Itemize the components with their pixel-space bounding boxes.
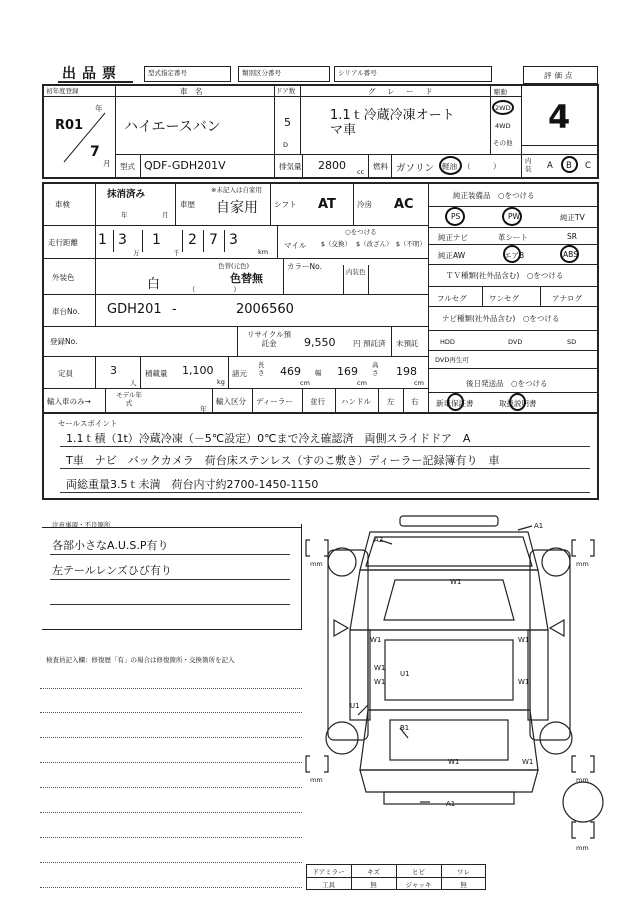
table-header-crack: ヒビ (412, 868, 425, 876)
recycle-unit: 円 (353, 339, 361, 348)
mile-label: マイル (284, 241, 307, 250)
navi-dvd: DVD (508, 338, 523, 346)
import-parallel: 並行 (310, 397, 325, 406)
equip-sr: SR (567, 232, 577, 241)
later-manual-circle (509, 393, 526, 411)
chassis-prefix: GDH201 (107, 302, 162, 317)
mm-rear-right: mm (576, 776, 589, 784)
capacity-unit: 人 (130, 379, 137, 387)
grade-value: 1.1ｔ冷蔵冷凍オート マ車 (330, 108, 455, 138)
door-count: 5 (284, 116, 291, 129)
car-damage-diagram (300, 510, 620, 860)
car-name-label: 車 名 (180, 87, 203, 96)
interior-b: B (566, 161, 572, 171)
tv-label: ＴＶ種類(社外品含む) ○をつける (446, 271, 564, 280)
mark-a1-rear: A1 (446, 800, 456, 808)
equip-leather: 革シート (498, 233, 528, 242)
month-unit: 月 (103, 159, 111, 168)
score-label: 評価点 (544, 71, 576, 80)
meter-exchange: $（交換） (320, 240, 352, 248)
door-suffix: D (283, 141, 289, 149)
later-warranty-circle (447, 393, 464, 411)
recycle-label: リサイクル預託金 (247, 330, 291, 348)
unregistered-note: ※未記入は自家用 (211, 186, 262, 194)
chassis-dash: - (172, 302, 177, 317)
notes-label: 注意事項・不良箇所 (52, 521, 111, 529)
inspection-value: 抹消済み (107, 189, 146, 200)
mark-w1-right: W1 (518, 636, 530, 644)
model-value: QDF-GDH201V (144, 159, 226, 172)
equip-airbag: エアB (504, 251, 525, 260)
later-warranty: 新車保証書 (436, 399, 474, 408)
navi-label: ナビ種類(社外品含む) ○をつける (442, 314, 560, 323)
color-change: 色替無 (230, 272, 263, 285)
table-value-1: 無 (370, 881, 377, 889)
form-title: 出品票 (62, 66, 122, 82)
fuel-paren: （ ） (463, 162, 501, 171)
load-unit: kg (217, 378, 225, 386)
chassis-number: 2006560 (236, 302, 294, 317)
tv-oneseg: ワンセグ (489, 294, 519, 303)
genuine-label: 純正装備品 ○をつける (453, 191, 535, 200)
history-label: 車歴 (180, 200, 195, 209)
mileage-digit-6: 3 (229, 232, 238, 248)
score-label-box (523, 66, 598, 84)
later-label: 後日発送品 ○をつける (466, 379, 548, 388)
interior-a: A (547, 161, 553, 171)
sales-line-3: 両総重量3.5ｔ未満 荷台内寸約2700-1450-1150 (66, 478, 319, 491)
equip-abs-circle (560, 245, 579, 263)
equip-airbag-circle (503, 245, 521, 263)
shift-value: AT (318, 197, 336, 212)
length-value: 469 (280, 365, 301, 378)
shift-label: シフト (274, 200, 297, 209)
car-name: ハイエースバン (124, 119, 221, 135)
mark-w1-left: W1 (370, 636, 382, 644)
table-header-scratch: キズ (367, 868, 380, 876)
history-value: 自家用 (216, 200, 258, 216)
length-label: 長さ (258, 361, 265, 377)
equip-aw: 純正AW (438, 251, 466, 260)
later-manual: 取扱説明書 (499, 399, 537, 408)
interior-label: 内装 (525, 157, 532, 173)
first-reg-month: 7 (90, 144, 100, 160)
mileage-unit-km: km (258, 248, 269, 256)
sales-label: セールスポイント (58, 419, 118, 428)
height-label: 高さ (372, 361, 379, 377)
model-cert-label: 型式指定番号 (148, 69, 187, 77)
displacement-unit: cc (357, 168, 365, 176)
width-value: 169 (337, 365, 358, 378)
width-label: 幅 (315, 369, 322, 377)
drive-other: その他 (493, 139, 513, 147)
class-label: 類別区分番号 (242, 69, 281, 77)
table-value-tools: 工具 (322, 881, 335, 889)
mileage-unit-sen: 千 (173, 249, 180, 257)
score-value: 4 (548, 98, 571, 136)
fuel-value: ガソリン (396, 163, 435, 174)
grade-label: グ レ ー ド (368, 87, 435, 96)
equip-abs: ABS (563, 250, 578, 259)
mark-w1-rear: W1 (448, 758, 460, 766)
drive-2wd-circle (492, 100, 514, 115)
capacity-value: 3 (110, 364, 117, 377)
meter-unknown: $（不明） (395, 240, 427, 248)
notes-line-1: 各部小さなA.U.S.P有り (52, 539, 169, 552)
mm-rear-left: mm (310, 776, 323, 784)
mark-w1-left-3: W1 (374, 678, 386, 686)
length-cm: cm (300, 379, 310, 387)
height-value: 198 (396, 365, 417, 378)
tv-analog: アナログ (552, 294, 582, 303)
color-paren: （ ） (188, 285, 241, 294)
equip-ps-circle (445, 207, 465, 226)
drive-4wd: 4WD (495, 122, 511, 130)
first-reg-era: R01 (55, 118, 84, 133)
mark-a2: A2 (374, 536, 384, 544)
year-unit: 年 (95, 104, 103, 113)
table-header-break: ワレ (457, 868, 470, 876)
mark-w1-hood: W1 (450, 578, 462, 586)
handle-label: ハンドル (341, 397, 371, 406)
load-value: 1,100 (182, 364, 214, 377)
import-year-unit: 年 (200, 405, 207, 413)
load-label: 積載量 (145, 369, 168, 378)
date-slash (60, 110, 110, 165)
mark-u1-center: U1 (400, 670, 410, 678)
inspection-year: 年 (121, 211, 128, 219)
mileage-unit-man: 万 (133, 249, 140, 257)
chassis-label: 車台No. (52, 307, 80, 316)
mm-spare: mm (576, 844, 589, 852)
class-box (238, 66, 330, 82)
drive-label: 駆動 (494, 88, 507, 96)
height-cm: cm (414, 379, 424, 387)
model-year-label: モデル年式 (116, 391, 142, 407)
mark-w1-right-2: W1 (518, 678, 530, 686)
sales-line-1: 1.1ｔ積（1t）冷蔵冷凍（－5℃設定）0℃まで冷え確認済 両側スライドドア A (66, 432, 471, 445)
fuel-circle (439, 156, 462, 175)
equip-navi: 純正ナビ (438, 233, 468, 242)
mileage-digit-2: 3 (118, 232, 127, 248)
inspection-label: 車検 (55, 200, 70, 209)
mark-u1-left: U1 (350, 702, 360, 710)
reg-no-label: 登録No. (50, 337, 78, 346)
equip-ps: PS (451, 212, 461, 221)
import-label: 輸入車のみ→ (47, 397, 91, 406)
recycle-value: 9,550 (304, 336, 336, 349)
table-header-mirror: ドアミラー (312, 868, 345, 876)
spec-label: 諸元 (232, 369, 247, 378)
inspection-month: 月 (162, 211, 169, 219)
fuel-label: 燃料 (373, 162, 388, 171)
interior-circle (561, 156, 578, 173)
handle-right: 右 (411, 397, 419, 406)
first-reg-label: 初年度登録 (46, 87, 79, 95)
notes-line-2: 左テールレンズひび有り (52, 564, 172, 577)
color-orig-label: 色替(元色) (218, 262, 250, 270)
mark-b1: B1 (400, 724, 410, 732)
equip-tv: 純正TV (560, 213, 585, 222)
ac-label: 冷房 (357, 200, 372, 209)
meter-circle-label: ○をつける (345, 228, 377, 236)
meter-tampered: $（改ざん） (356, 240, 393, 248)
mileage-digit-1: 1 (98, 232, 107, 248)
dvd-playback: DVD再生可 (435, 356, 469, 364)
navi-sd: SD (567, 338, 577, 346)
ac-value: AC (394, 197, 414, 212)
recycle-paid: 預託済 (363, 339, 386, 348)
interior-color-label: 内装色 (346, 268, 366, 276)
mileage-digit-5: 7 (209, 232, 218, 248)
serial-label: シリアル番号 (338, 69, 377, 77)
mm-front-left: mm (310, 560, 323, 568)
displacement-value: 2800 (318, 159, 346, 172)
sales-line-2: T車 ナビ バックカメラ 荷台床ステンレス（すのこ敷き）ディーラー記録簿有り 車 (66, 454, 500, 467)
mileage-digit-4: 2 (188, 232, 197, 248)
inspector-label: 検査員記入欄：修復歴「有」の場合は修復箇所・交換箇所を記入 (46, 656, 235, 664)
recycle-unpaid: 未預託 (396, 339, 419, 348)
color-value: 白 (147, 277, 161, 292)
width-cm: cm (357, 379, 367, 387)
handle-left: 左 (387, 397, 395, 406)
mark-w1-left-2: W1 (374, 664, 386, 672)
exterior-label: 外装色 (52, 273, 75, 282)
fuel-option: 軽油 (442, 162, 457, 171)
equip-pw: PW (508, 212, 520, 221)
equip-pw-circle (502, 207, 522, 226)
import-class-label: 輸入区分 (216, 397, 246, 406)
navi-hdd: HDD (440, 338, 455, 346)
serial-box (334, 66, 492, 82)
interior-c: C (585, 161, 591, 171)
table-value-jack: ジャッキ (405, 881, 432, 889)
capacity-label: 定員 (58, 369, 73, 378)
color-no-label: カラーNo. (287, 262, 322, 271)
tv-fullseg: フルセグ (437, 294, 467, 303)
door-label: ドア数 (276, 87, 296, 95)
model-cert-box (144, 66, 231, 82)
import-dealer: ディーラー (256, 397, 293, 406)
mileage-digit-3: 1 (152, 232, 161, 248)
table-value-2: 無 (460, 881, 467, 889)
mark-w1-rear-right: W1 (522, 758, 534, 766)
displacement-label: 排気量 (279, 162, 302, 171)
mileage-label: 走行距離 (48, 238, 78, 247)
drive-2wd: 2WD (495, 104, 511, 112)
mm-front-right: mm (576, 560, 589, 568)
model-label: 型式 (120, 162, 135, 171)
mark-a1-front: A1 (534, 522, 544, 530)
